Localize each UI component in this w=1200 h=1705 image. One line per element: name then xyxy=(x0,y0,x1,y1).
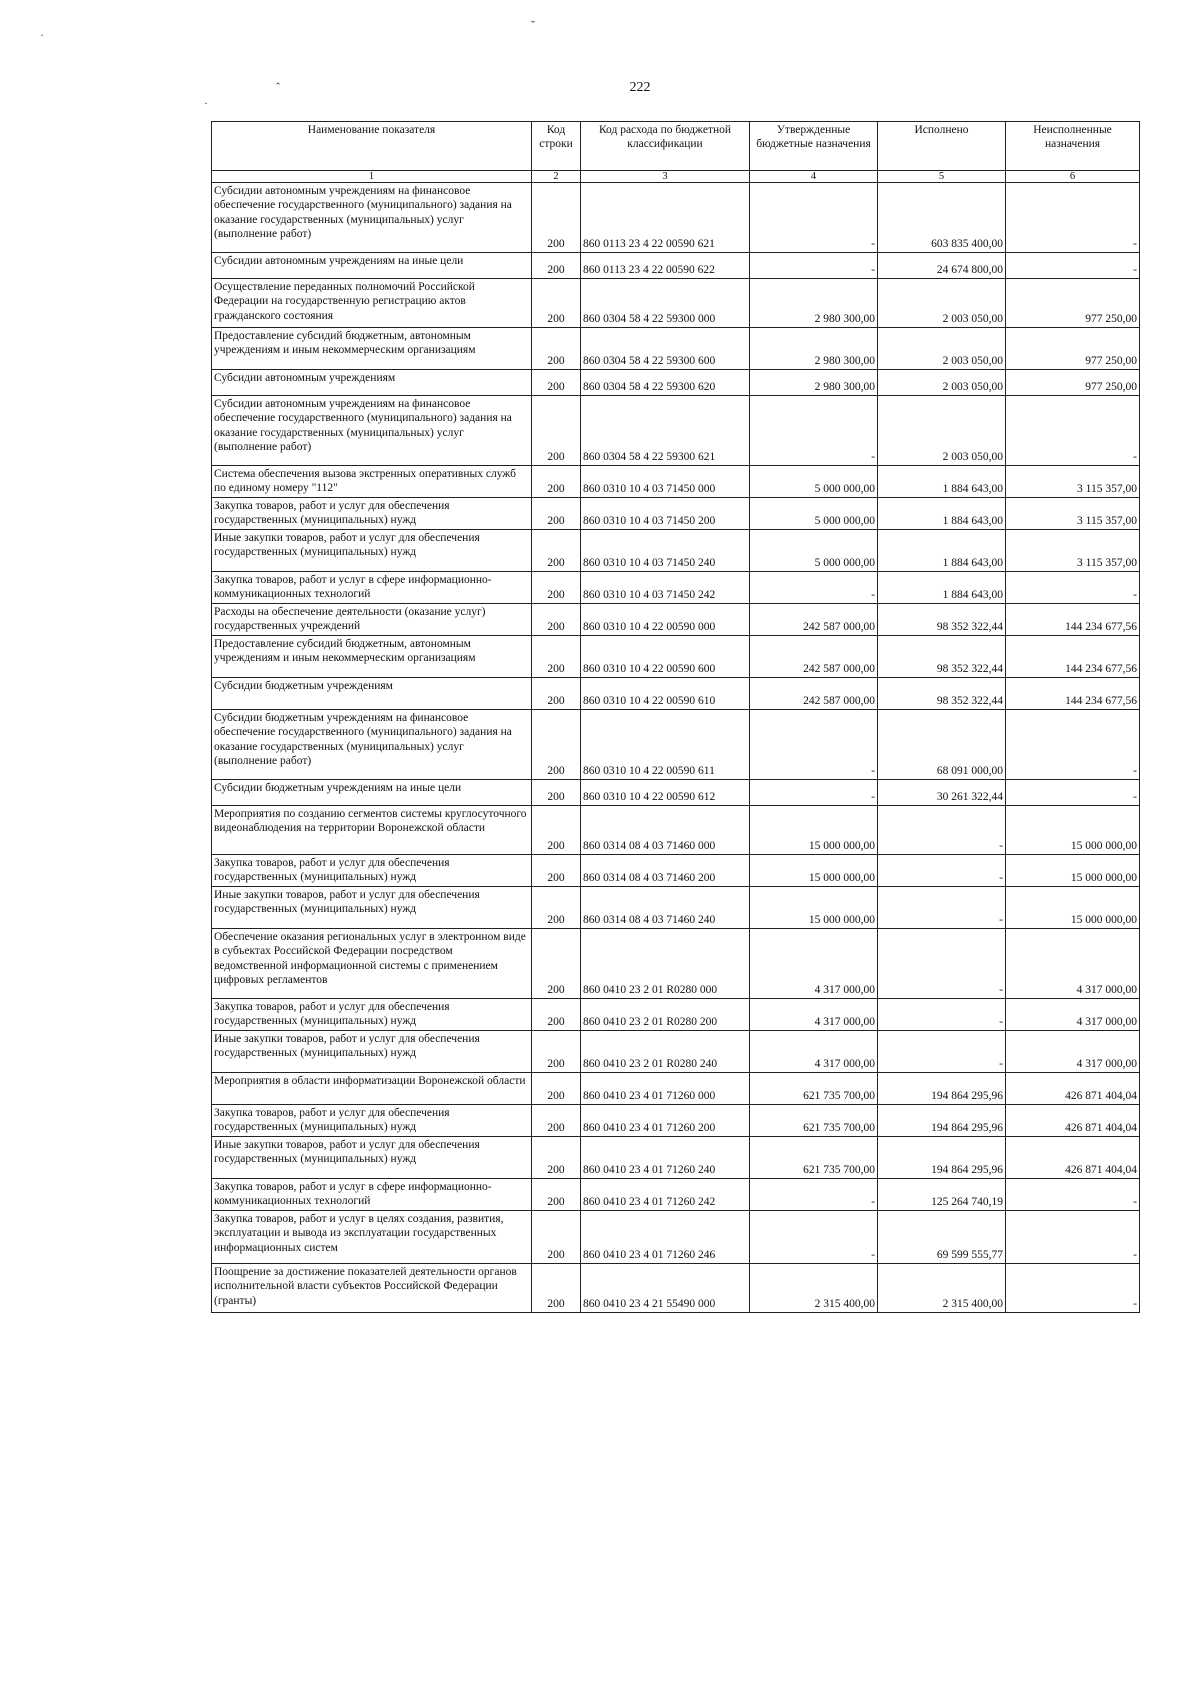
cell-code: 860 0310 10 4 03 71450 200 xyxy=(581,498,750,530)
column-number: 4 xyxy=(750,171,878,183)
cell-unexecuted: 3 115 357,00 xyxy=(1006,498,1140,530)
table-row xyxy=(212,929,1140,999)
column-number: 1 xyxy=(212,171,532,183)
cell-unexecuted: 4 317 000,00 xyxy=(1006,929,1140,999)
cell-approved: - xyxy=(750,1179,878,1211)
cell-code: 860 0314 08 4 03 71460 200 xyxy=(581,855,750,887)
cell-unexecuted: 144 234 677,56 xyxy=(1006,678,1140,710)
table-row xyxy=(212,183,1140,253)
table-row xyxy=(212,530,1140,572)
table-row xyxy=(212,806,1140,855)
budget-execution-table xyxy=(211,121,1140,1313)
cell-name: Осуществление переданных полномочий Российской Федерации на государственную регистрацию актов гражданского состояния xyxy=(212,279,532,328)
cell-line: 200 xyxy=(532,253,581,279)
table-row xyxy=(212,572,1140,604)
cell-unexecuted: 426 871 404,04 xyxy=(1006,1137,1140,1179)
column-number: 6 xyxy=(1006,171,1140,183)
cell-unexecuted: - xyxy=(1006,572,1140,604)
cell-name: Закупка товаров, работ и услуг в сфере информационно-коммуникационных технологий xyxy=(212,572,532,604)
cell-name: Субсидии бюджетным учреждениям на финансовое обеспечение государственного (муниципального) задания на оказание государственных (муниципальных) услуг (выполнение работ) xyxy=(212,710,532,780)
cell-name: Мероприятия по созданию сегментов системы круглосуточного видеонаблюдения на территории Воронежской области xyxy=(212,806,532,855)
page-number: 222 xyxy=(629,80,651,95)
cell-line: 200 xyxy=(532,1105,581,1137)
cell-code: 860 0410 23 4 21 55490 000 xyxy=(581,1264,750,1313)
table-row xyxy=(212,855,1140,887)
cell-line: 200 xyxy=(532,678,581,710)
cell-line: 200 xyxy=(532,887,581,929)
cell-name: Субсидии бюджетным учреждениям на иные цели xyxy=(212,780,532,806)
table-row xyxy=(212,710,1140,780)
table-row xyxy=(212,253,1140,279)
cell-code: 860 0314 08 4 03 71460 000 xyxy=(581,806,750,855)
cell-code: 860 0314 08 4 03 71460 240 xyxy=(581,887,750,929)
cell-approved: 15 000 000,00 xyxy=(750,855,878,887)
cell-code: 860 0310 10 4 03 71450 240 xyxy=(581,530,750,572)
cell-executed: 98 352 322,44 xyxy=(878,604,1006,636)
cell-unexecuted: 4 317 000,00 xyxy=(1006,1031,1140,1073)
cell-executed: - xyxy=(878,929,1006,999)
cell-executed: 98 352 322,44 xyxy=(878,636,1006,678)
cell-executed: 2 003 050,00 xyxy=(878,370,1006,396)
cell-approved: 5 000 000,00 xyxy=(750,498,878,530)
cell-executed: 603 835 400,00 xyxy=(878,183,1006,253)
cell-executed: 125 264 740,19 xyxy=(878,1179,1006,1211)
cell-executed: 194 864 295,96 xyxy=(878,1073,1006,1105)
header-indicator-name: Наименование показателя xyxy=(212,122,532,171)
cell-approved: - xyxy=(750,1211,878,1264)
cell-unexecuted: - xyxy=(1006,1211,1140,1264)
cell-unexecuted: 977 250,00 xyxy=(1006,328,1140,370)
table-row xyxy=(212,1179,1140,1211)
table-row xyxy=(212,780,1140,806)
cell-line: 200 xyxy=(532,1073,581,1105)
cell-name: Иные закупки товаров, работ и услуг для обеспечения государственных (муниципальных) нужд xyxy=(212,1137,532,1179)
cell-unexecuted: 977 250,00 xyxy=(1006,370,1140,396)
cell-unexecuted: 15 000 000,00 xyxy=(1006,806,1140,855)
cell-name: Иные закупки товаров, работ и услуг для обеспечения государственных (муниципальных) нужд xyxy=(212,1031,532,1073)
cell-approved: - xyxy=(750,780,878,806)
table-row xyxy=(212,1031,1140,1073)
scan-speck: ˇ xyxy=(531,18,535,32)
cell-code: 860 0410 23 4 01 71260 240 xyxy=(581,1137,750,1179)
column-number-row xyxy=(212,171,1140,183)
cell-line: 200 xyxy=(532,466,581,498)
cell-name: Закупка товаров, работ и услуг для обеспечения государственных (муниципальных) нужд xyxy=(212,498,532,530)
cell-code: 860 0410 23 4 01 71260 242 xyxy=(581,1179,750,1211)
cell-line: 200 xyxy=(532,1031,581,1073)
cell-executed: 2 003 050,00 xyxy=(878,279,1006,328)
cell-line: 200 xyxy=(532,710,581,780)
cell-name: Иные закупки товаров, работ и услуг для обеспечения государственных (муниципальных) нужд xyxy=(212,887,532,929)
cell-code: 860 0304 58 4 22 59300 621 xyxy=(581,396,750,466)
table-row xyxy=(212,1105,1140,1137)
cell-executed: 2 315 400,00 xyxy=(878,1264,1006,1313)
cell-executed: 2 003 050,00 xyxy=(878,396,1006,466)
table-row xyxy=(212,466,1140,498)
cell-approved: - xyxy=(750,253,878,279)
cell-approved: 2 980 300,00 xyxy=(750,328,878,370)
cell-line: 200 xyxy=(532,498,581,530)
table-row xyxy=(212,396,1140,466)
cell-approved: 15 000 000,00 xyxy=(750,887,878,929)
cell-line: 200 xyxy=(532,530,581,572)
cell-unexecuted: 4 317 000,00 xyxy=(1006,999,1140,1031)
cell-code: 860 0310 10 4 22 00590 000 xyxy=(581,604,750,636)
cell-name: Субсидии автономным учреждениям на финансовое обеспечение государственного (муниципального) задания на оказание государственных (муниципальных) услуг (выполнение работ) xyxy=(212,183,532,253)
cell-code: 860 0410 23 4 01 71260 246 xyxy=(581,1211,750,1264)
cell-approved: - xyxy=(750,710,878,780)
table-row xyxy=(212,604,1140,636)
cell-executed: - xyxy=(878,1031,1006,1073)
cell-code: 860 0310 10 4 03 71450 242 xyxy=(581,572,750,604)
cell-line: 200 xyxy=(532,1211,581,1264)
cell-code: 860 0310 10 4 22 00590 600 xyxy=(581,636,750,678)
cell-code: 860 0304 58 4 22 59300 000 xyxy=(581,279,750,328)
table-row xyxy=(212,678,1140,710)
table-row xyxy=(212,887,1140,929)
table-row xyxy=(212,1211,1140,1264)
table-row xyxy=(212,279,1140,328)
cell-line: 200 xyxy=(532,636,581,678)
cell-code: 860 0113 23 4 22 00590 622 xyxy=(581,253,750,279)
cell-line: 200 xyxy=(532,780,581,806)
cell-unexecuted: 144 234 677,56 xyxy=(1006,604,1140,636)
cell-unexecuted: - xyxy=(1006,1179,1140,1211)
cell-name: Расходы на обеспечение деятельности (оказание услуг) государственных учреждений xyxy=(212,604,532,636)
table-row xyxy=(212,498,1140,530)
cell-name: Закупка товаров, работ и услуг для обеспечения государственных (муниципальных) нужд xyxy=(212,1105,532,1137)
cell-code: 860 0410 23 2 01 R0280 000 xyxy=(581,929,750,999)
cell-unexecuted: 144 234 677,56 xyxy=(1006,636,1140,678)
table-row xyxy=(212,999,1140,1031)
cell-name: Закупка товаров, работ и услуг для обеспечения государственных (муниципальных) нужд xyxy=(212,999,532,1031)
cell-line: 200 xyxy=(532,1179,581,1211)
column-number: 5 xyxy=(878,171,1006,183)
header-executed: Исполнено xyxy=(878,122,1006,171)
cell-line: 200 xyxy=(532,1264,581,1313)
cell-approved: 621 735 700,00 xyxy=(750,1137,878,1179)
cell-executed: 194 864 295,96 xyxy=(878,1137,1006,1179)
cell-unexecuted: - xyxy=(1006,1264,1140,1313)
column-number: 3 xyxy=(581,171,750,183)
cell-approved: - xyxy=(750,396,878,466)
cell-approved: 621 735 700,00 xyxy=(750,1105,878,1137)
cell-code: 860 0304 58 4 22 59300 600 xyxy=(581,328,750,370)
cell-executed: - xyxy=(878,855,1006,887)
cell-name: Предоставление субсидий бюджетным, автономным учреждениям и иным некоммерческим организациям xyxy=(212,328,532,370)
cell-name: Мероприятия в области информатизации Воронежской области xyxy=(212,1073,532,1105)
cell-code: 860 0304 58 4 22 59300 620 xyxy=(581,370,750,396)
cell-name: Субсидии автономным учреждениям на иные цели xyxy=(212,253,532,279)
cell-executed: 98 352 322,44 xyxy=(878,678,1006,710)
cell-unexecuted: - xyxy=(1006,253,1140,279)
cell-line: 200 xyxy=(532,328,581,370)
cell-name: Предоставление субсидий бюджетным, автономным учреждениям и иным некоммерческим организациям xyxy=(212,636,532,678)
cell-name: Закупка товаров, работ и услуг для обеспечения государственных (муниципальных) нужд xyxy=(212,855,532,887)
table-header-row xyxy=(212,122,1140,171)
cell-line: 200 xyxy=(532,396,581,466)
cell-unexecuted: 3 115 357,00 xyxy=(1006,530,1140,572)
table-row xyxy=(212,328,1140,370)
header-unexecuted: Неисполненные назначения xyxy=(1006,122,1140,171)
column-number: 2 xyxy=(532,171,581,183)
table-row xyxy=(212,636,1140,678)
cell-executed: 24 674 800,00 xyxy=(878,253,1006,279)
cell-name: Закупка товаров, работ и услуг в целях создания, развития, эксплуатации и вывода из эксплуатации государственных информационных систем xyxy=(212,1211,532,1264)
cell-line: 200 xyxy=(532,279,581,328)
table-row xyxy=(212,370,1140,396)
cell-line: 200 xyxy=(532,929,581,999)
cell-approved: 242 587 000,00 xyxy=(750,636,878,678)
cell-executed: 68 091 000,00 xyxy=(878,710,1006,780)
cell-name: Обеспечение оказания региональных услуг в электронном виде в субъектах Российской Федерации посредством ведомственной информационной системы с применением цифровых регламентов xyxy=(212,929,532,999)
cell-executed: 194 864 295,96 xyxy=(878,1105,1006,1137)
cell-approved: 2 980 300,00 xyxy=(750,279,878,328)
cell-unexecuted: 3 115 357,00 xyxy=(1006,466,1140,498)
cell-name: Субсидии автономным учреждениям xyxy=(212,370,532,396)
cell-code: 860 0410 23 4 01 71260 200 xyxy=(581,1105,750,1137)
cell-line: 200 xyxy=(532,183,581,253)
cell-approved: 5 000 000,00 xyxy=(750,466,878,498)
cell-executed: 30 261 322,44 xyxy=(878,780,1006,806)
cell-approved: 242 587 000,00 xyxy=(750,604,878,636)
cell-line: 200 xyxy=(532,370,581,396)
cell-unexecuted: - xyxy=(1006,183,1140,253)
cell-approved: 15 000 000,00 xyxy=(750,806,878,855)
header-approved: Утвержденные бюджетные назначения xyxy=(750,122,878,171)
scan-speck: · xyxy=(40,28,44,42)
cell-executed: 2 003 050,00 xyxy=(878,328,1006,370)
cell-executed: 1 884 643,00 xyxy=(878,572,1006,604)
cell-code: 860 0113 23 4 22 00590 621 xyxy=(581,183,750,253)
cell-approved: 2 980 300,00 xyxy=(750,370,878,396)
cell-name: Иные закупки товаров, работ и услуг для обеспечения государственных (муниципальных) нужд xyxy=(212,530,532,572)
cell-unexecuted: 15 000 000,00 xyxy=(1006,887,1140,929)
cell-approved: 2 315 400,00 xyxy=(750,1264,878,1313)
cell-name: Закупка товаров, работ и услуг в сфере информационно-коммуникационных технологий xyxy=(212,1179,532,1211)
cell-approved: - xyxy=(750,572,878,604)
cell-unexecuted: - xyxy=(1006,710,1140,780)
cell-executed: - xyxy=(878,806,1006,855)
cell-executed: 1 884 643,00 xyxy=(878,466,1006,498)
cell-executed: - xyxy=(878,887,1006,929)
cell-line: 200 xyxy=(532,604,581,636)
cell-executed: - xyxy=(878,999,1006,1031)
cell-approved: - xyxy=(750,183,878,253)
cell-line: 200 xyxy=(532,806,581,855)
cell-executed: 69 599 555,77 xyxy=(878,1211,1006,1264)
cell-approved: 242 587 000,00 xyxy=(750,678,878,710)
cell-line: 200 xyxy=(532,999,581,1031)
cell-approved: 4 317 000,00 xyxy=(750,929,878,999)
cell-code: 860 0310 10 4 03 71450 000 xyxy=(581,466,750,498)
cell-name: Субсидии автономным учреждениям на финансовое обеспечение государственного (муниципального) задания на оказание государственных (муниципальных) услуг (выполнение работ) xyxy=(212,396,532,466)
cell-unexecuted: 426 871 404,04 xyxy=(1006,1105,1140,1137)
cell-code: 860 0310 10 4 22 00590 611 xyxy=(581,710,750,780)
cell-unexecuted: - xyxy=(1006,780,1140,806)
cell-name: Поощрение за достижение показателей деятельности органов исполнительной власти субъектов Российской Федерации (гранты) xyxy=(212,1264,532,1313)
cell-code: 860 0410 23 2 01 R0280 240 xyxy=(581,1031,750,1073)
table-row xyxy=(212,1264,1140,1313)
cell-code: 860 0310 10 4 22 00590 612 xyxy=(581,780,750,806)
cell-line: 200 xyxy=(532,855,581,887)
cell-unexecuted: 977 250,00 xyxy=(1006,279,1140,328)
cell-approved: 621 735 700,00 xyxy=(750,1073,878,1105)
scan-speck: · xyxy=(204,96,208,110)
table-row xyxy=(212,1137,1140,1179)
cell-name: Субсидии бюджетным учреждениям xyxy=(212,678,532,710)
cell-code: 860 0410 23 4 01 71260 000 xyxy=(581,1073,750,1105)
header-line-code: Код строки xyxy=(532,122,581,171)
cell-approved: 5 000 000,00 xyxy=(750,530,878,572)
cell-approved: 4 317 000,00 xyxy=(750,999,878,1031)
cell-unexecuted: 426 871 404,04 xyxy=(1006,1073,1140,1105)
cell-unexecuted: - xyxy=(1006,396,1140,466)
cell-code: 860 0410 23 2 01 R0280 200 xyxy=(581,999,750,1031)
cell-executed: 1 884 643,00 xyxy=(878,530,1006,572)
cell-unexecuted: 15 000 000,00 xyxy=(1006,855,1140,887)
cell-approved: 4 317 000,00 xyxy=(750,1031,878,1073)
cell-name: Система обеспечения вызова экстренных оперативных служб по единому номеру "112" xyxy=(212,466,532,498)
cell-code: 860 0310 10 4 22 00590 610 xyxy=(581,678,750,710)
table-row xyxy=(212,1073,1140,1105)
cell-executed: 1 884 643,00 xyxy=(878,498,1006,530)
scan-speck: ˆ xyxy=(276,80,280,94)
cell-line: 200 xyxy=(532,572,581,604)
cell-line: 200 xyxy=(532,1137,581,1179)
header-budget-code: Код расхода по бюджетной классификации xyxy=(581,122,750,171)
